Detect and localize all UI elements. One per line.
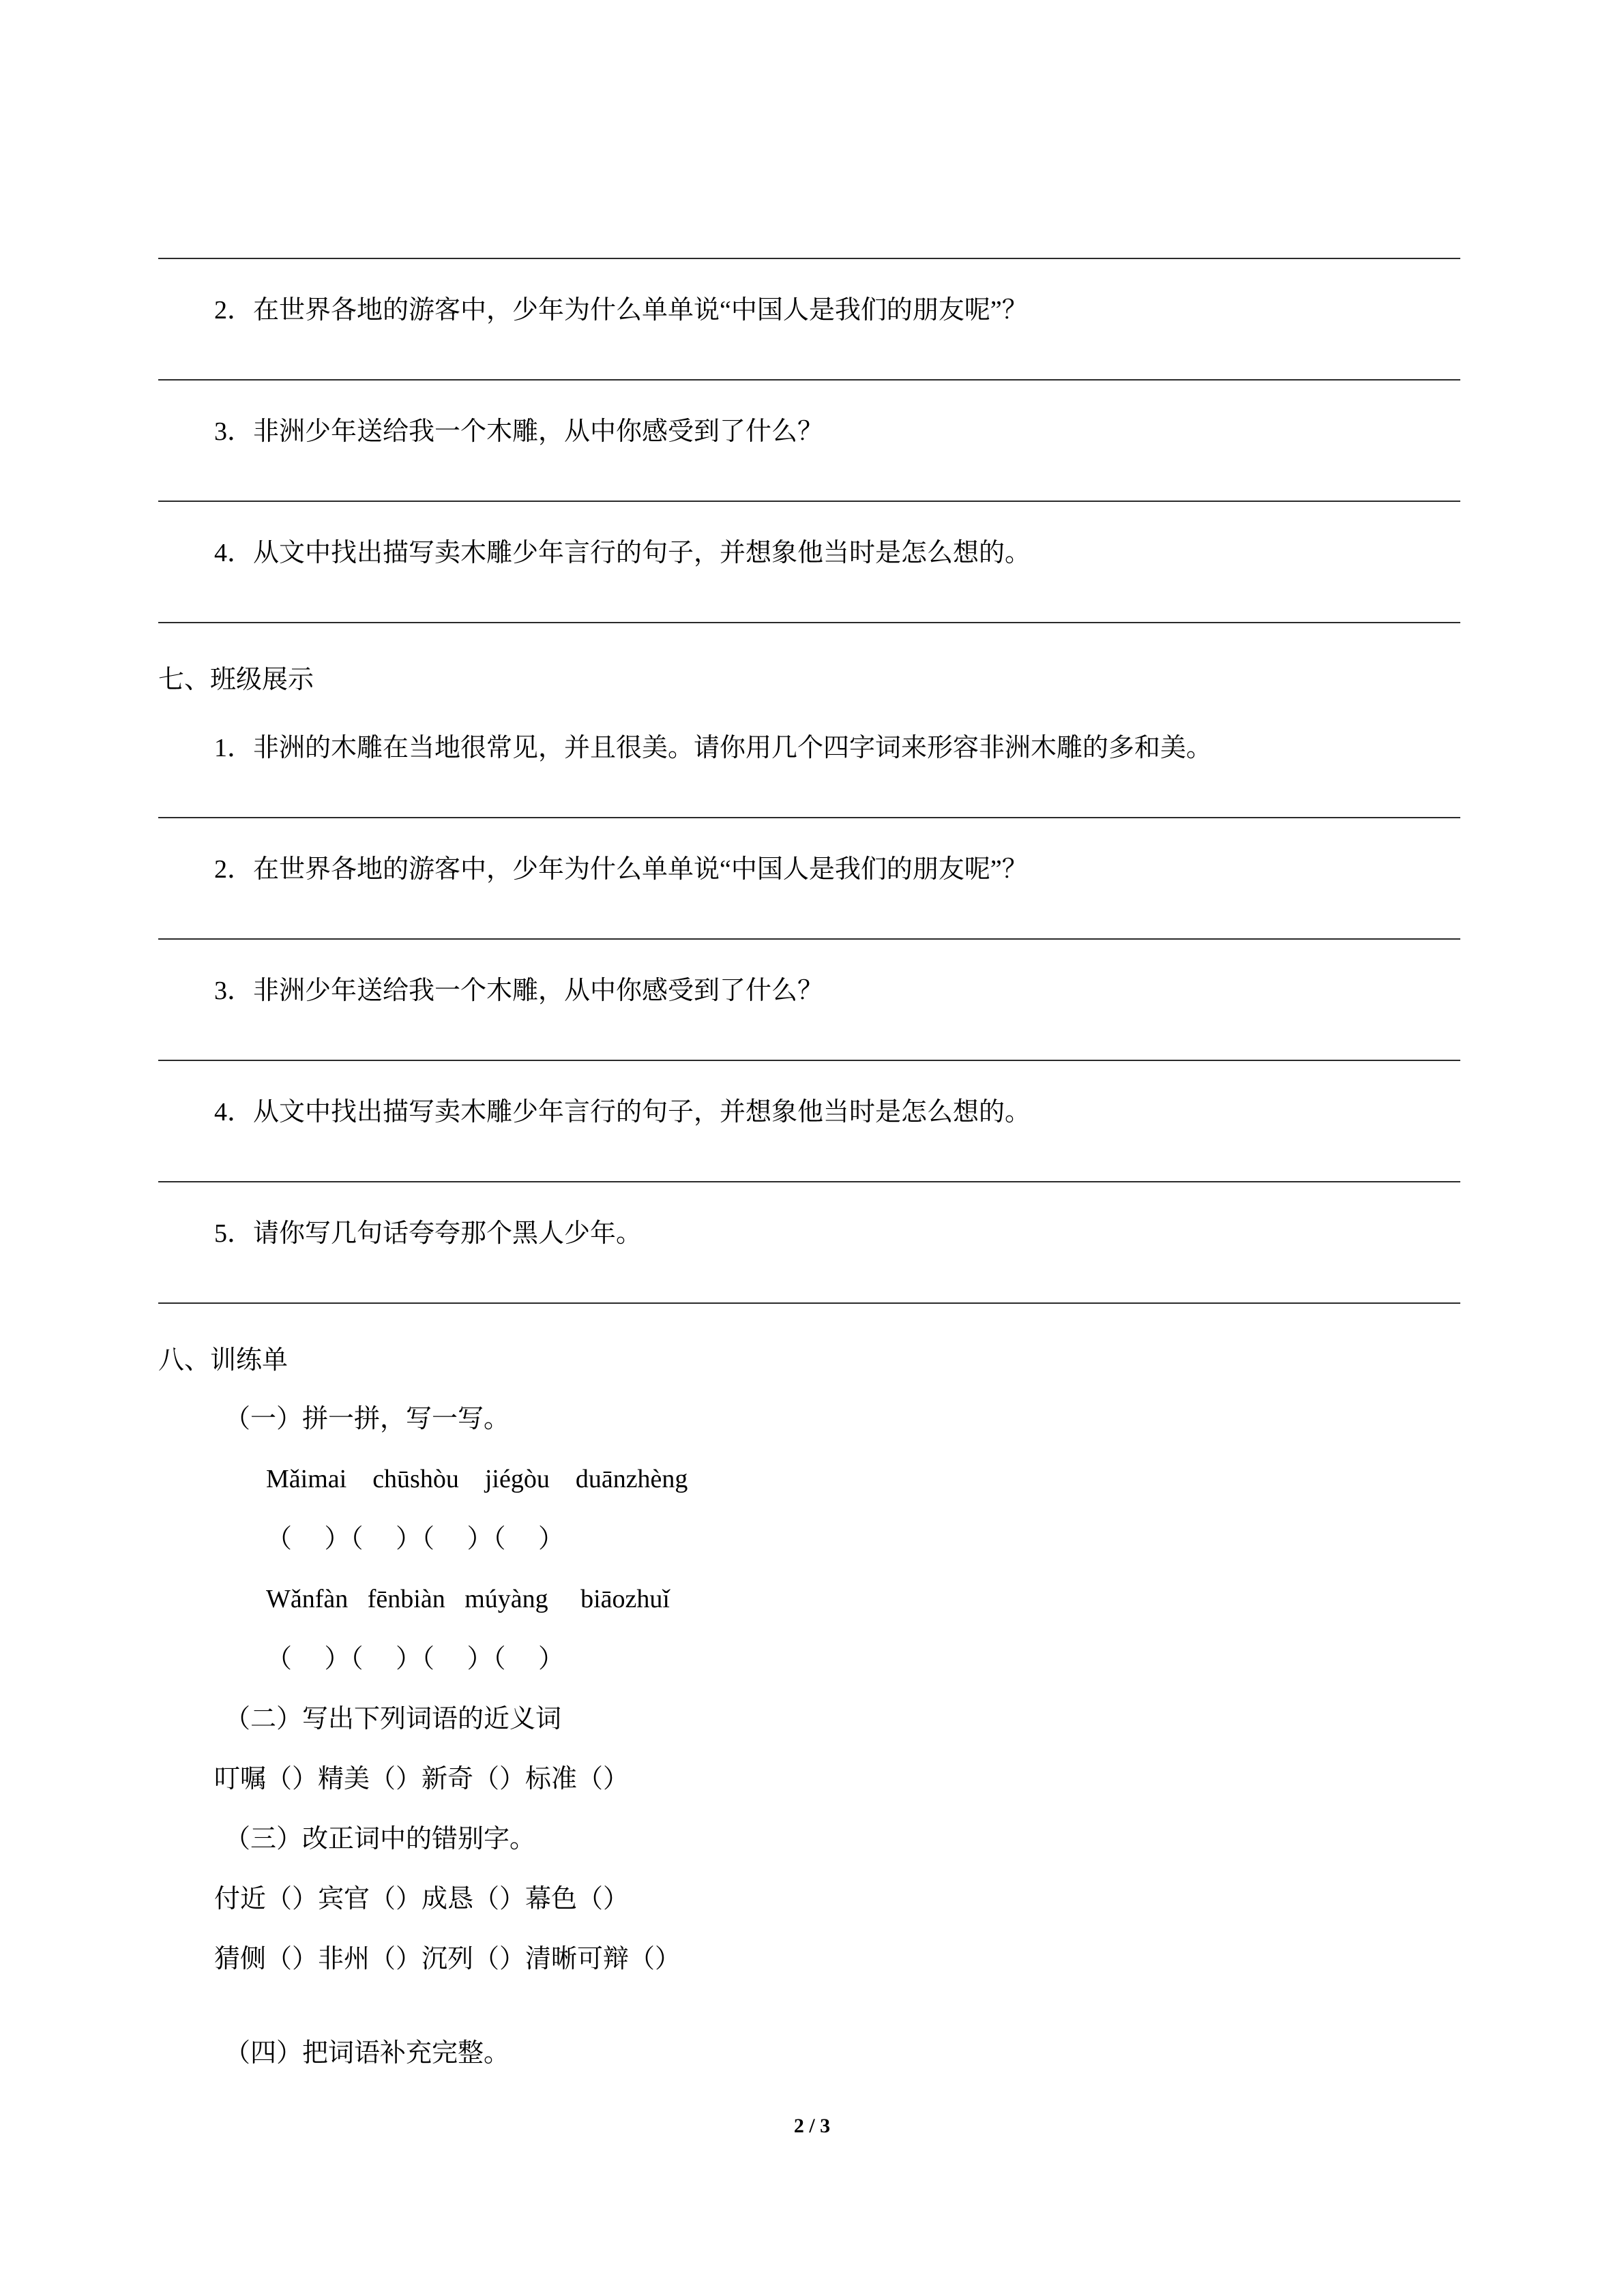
question-text: 1．非洲的木雕在当地很常见，并且很美。请你用几个四字词来形容非洲木雕的多和美。 bbox=[214, 734, 1213, 762]
exercise-part-two-title: （二）写出下列词语的近义词 bbox=[224, 1705, 562, 1733]
exercise-part-four-title: （四）把词语补充完整。 bbox=[224, 2039, 510, 2068]
pinyin-row: Mǎimai chūshòu jiégòu duānzhèng bbox=[266, 1465, 688, 1493]
blanks-row: （ ）（ ）（ ）（ ） bbox=[266, 1525, 565, 1553]
question-text: 2．在世界各地的游客中，少年为什么单单说“中国人是我们的朋友呢”？ bbox=[214, 296, 1028, 325]
exercise-part-one-title: （一）拼一拼，写一写。 bbox=[224, 1405, 510, 1433]
question-text: 4．从文中找出描写卖木雕少年言行的句子，并想象他当时是怎么想的。 bbox=[214, 1098, 1031, 1127]
section-seven-heading: 七、班级展示 bbox=[158, 666, 314, 694]
exercise-line: 付近（）宾官（）成恳（）幕色（） bbox=[214, 1885, 630, 1913]
question-text: 3．非洲少年送给我一个木雕，从中你感受到了什么？ bbox=[214, 976, 824, 1005]
question-text: 3．非洲少年送给我一个木雕，从中你感受到了什么？ bbox=[214, 417, 824, 446]
section-eight-heading: 八、训练单 bbox=[158, 1346, 289, 1375]
answer-line bbox=[158, 622, 1460, 623]
answer-line bbox=[158, 1302, 1460, 1304]
answer-line bbox=[158, 1181, 1460, 1182]
answer-line bbox=[158, 501, 1460, 502]
page-number: 2 / 3 bbox=[793, 2115, 831, 2137]
exercise-line: 叮嘱（）精美（）新奇（）标准（） bbox=[214, 1765, 630, 1793]
answer-line bbox=[158, 1060, 1460, 1061]
answer-line bbox=[158, 258, 1460, 259]
question-text: 2．在世界各地的游客中，少年为什么单单说“中国人是我们的朋友呢”？ bbox=[214, 855, 1028, 884]
blanks-row: （ ）（ ）（ ）（ ） bbox=[266, 1645, 565, 1673]
answer-line bbox=[158, 817, 1460, 818]
exercise-part-three-title: （三）改正词中的错别字。 bbox=[224, 1825, 536, 1853]
exercise-line: 猜侧（）非州（）沉列（）清晰可辩（） bbox=[214, 1945, 681, 1973]
answer-line bbox=[158, 938, 1460, 940]
question-text: 5．请你写几句话夸夸那个黑人少年。 bbox=[214, 1219, 643, 1248]
pinyin-row: Wǎnfàn fēnbiàn múyàng biāozhuǐ bbox=[266, 1585, 670, 1613]
question-text: 4．从文中找出描写卖木雕少年言行的句子，并想象他当时是怎么想的。 bbox=[214, 539, 1031, 567]
answer-line bbox=[158, 379, 1460, 381]
